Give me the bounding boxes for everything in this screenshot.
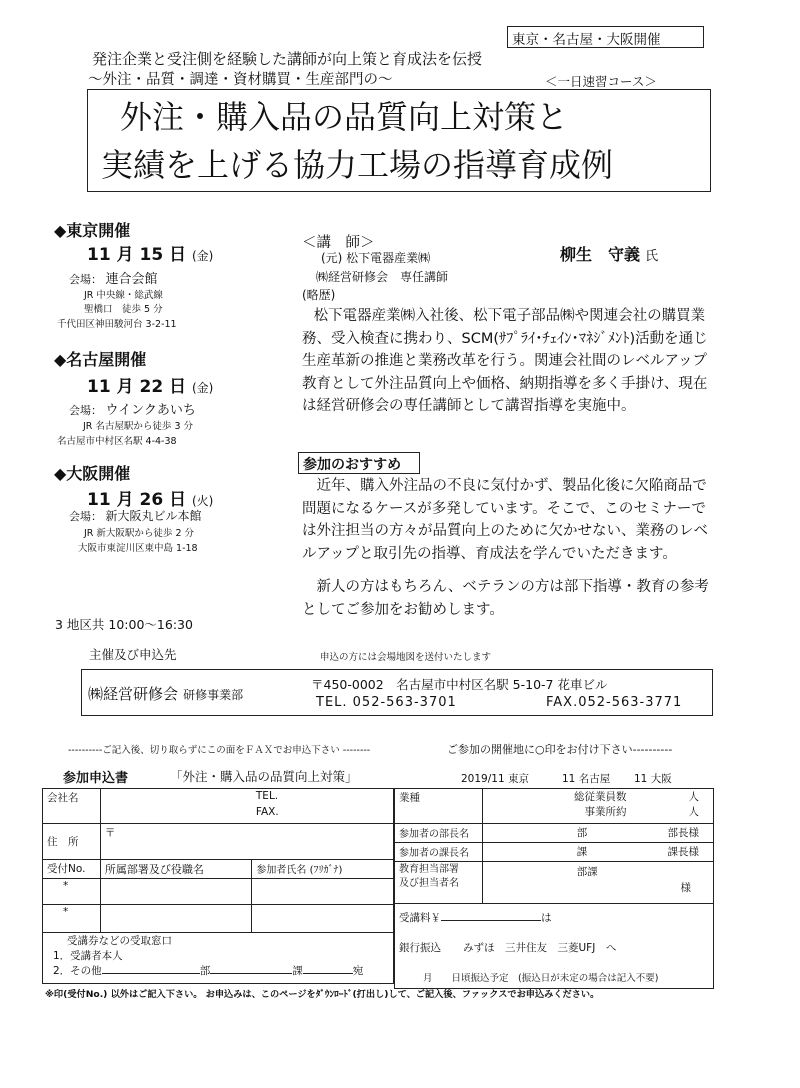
bank-label: 銀行振込 (399, 942, 441, 954)
education-field[interactable] (482, 862, 713, 904)
access-osaka: JR 新大阪駅から徒歩 2 分 (84, 528, 195, 539)
ticket-label: 受講券などの受取窓口 (67, 935, 172, 947)
recommend-label: 参加のおすすめ (303, 457, 402, 473)
form-heading: 参加申込書 (63, 771, 129, 786)
education-label-2: 及び担当者名 (399, 878, 459, 889)
form-footer-note: ※印(受付No.) 以外はご記入下さい。 お申込みは、このページをﾀﾞｳﾝﾛｰﾄﾞ(打出し)して、ご記入後、ファックスでお申込みください。 (45, 989, 600, 1000)
form-left-table (42, 788, 394, 984)
department-title-label: 所属部署及び役職名 (100, 860, 252, 879)
participant-row (43, 905, 394, 933)
address-osaka: 大阪市東淀川区東中島 1-18 (78, 543, 198, 554)
receipt-no-cell (43, 905, 101, 933)
organizer-address: 〒450-0002 名古屋市中村区名駅 5-10-7 花車ビル (311, 677, 608, 692)
venue-heading-osaka: ◆大阪開催 (54, 464, 131, 483)
option-tokyo[interactable]: 2019/11 東京 (461, 773, 529, 785)
venue-name: ウインクあいち (105, 403, 196, 418)
offices-label: 事業所約 (584, 806, 627, 818)
dept-unit: 部 (576, 827, 588, 839)
industry-label: 業種 (395, 789, 483, 824)
receipt-no-cell (43, 879, 101, 905)
recommend-para-1: 近年、購入外注品の不良に気付かず、製品化後に欠陥商品で問題になるケースが多発しています。そこで、このセミナーでは外注担当の方々が品質向上のために欠かせない、業務のレベルアップと取引先の指導、育成法を学んでいただきます。 (302, 478, 708, 562)
dept-head-label: 参加者の部長名 (395, 824, 483, 843)
option-nagoya[interactable]: 11 名古屋 (562, 773, 611, 785)
date-tokyo (87, 240, 213, 265)
fax-label: FAX. (255, 806, 279, 818)
ticket-dept-field[interactable] (102, 973, 200, 974)
star-mark: * (63, 906, 69, 918)
ticket-cell (43, 933, 394, 984)
dow-nagoya: (金) (192, 381, 214, 395)
venue-label: 会場： (69, 510, 102, 523)
person-unit: 人 (688, 806, 699, 818)
date-osaka-text: 11 月 26 日 (87, 490, 187, 510)
fee-label: 受講料￥ (399, 912, 441, 924)
address-field[interactable] (100, 824, 393, 860)
time-note: 3 地区共 10:00～16:30 (55, 617, 193, 632)
map-note: 申込の方には会場地図を送付いたします (320, 652, 492, 663)
section-head-row (395, 843, 714, 862)
lecturer-affil-2: ㈱経営研修会 専任講師 (316, 270, 449, 284)
address-row (43, 824, 394, 860)
venue-heading-nagoya: ◆名古屋開催 (54, 350, 147, 369)
star-mark: * (63, 880, 69, 892)
section-head-suffix: 課長様 (667, 846, 699, 858)
ticket-bu: 部 (199, 965, 211, 977)
department-field[interactable] (100, 905, 252, 933)
access-tokyo-2: 聖橋口 徒歩 5 分 (84, 304, 163, 315)
company-field[interactable] (100, 789, 393, 824)
venue-name: 連合会館 (105, 272, 158, 287)
postal-mark: 〒 (104, 827, 116, 839)
participants-header-row (43, 860, 394, 879)
company-label: 会社名 (43, 789, 101, 824)
payment-cell (395, 904, 714, 989)
payment-row (395, 904, 714, 989)
lecturer-name (560, 242, 658, 265)
venue-nagoya (69, 399, 196, 418)
date-nagoya (87, 372, 213, 397)
transfer-note[interactable]: 月 日頃振込予定 (振込日が未定の場合は記入不要) (423, 973, 659, 984)
industry-row (395, 789, 714, 824)
ticket-section-field[interactable] (210, 973, 292, 974)
fee-line (399, 910, 552, 925)
course-type: ＜一日速習コース＞ (545, 74, 657, 89)
education-label (395, 862, 483, 904)
title-line-1: 外注・購入品の品質向上対策と (120, 98, 569, 136)
organizer-name-text: ㈱経営研修会 (88, 685, 179, 703)
lecturer-affil-1: (元) 松下電器産業㈱ (321, 251, 431, 265)
organizer-name (88, 683, 243, 704)
participant-row (43, 879, 394, 905)
fee-suffix: は (541, 912, 552, 924)
form-right-table (394, 788, 714, 989)
recommend-para-2: 新人の方はもちろん、ベテランの方は部下指導・教育の参考としてご参加をお勧めします。 (302, 579, 709, 618)
ticket-ate: 宛 (352, 965, 364, 977)
venue-osaka (69, 507, 202, 524)
employees-line (487, 790, 699, 805)
ticket-ka: 課 (292, 965, 303, 977)
circle-note: ご参加の開催地に○印をお付け下さい---------- (447, 743, 673, 756)
access-tokyo-1: JR 中央線・総武線 (84, 290, 163, 301)
organizer-label: 主催及び申込先 (89, 647, 177, 662)
dept-head-row (395, 824, 714, 843)
form-course: 「外注・購入品の品質向上対策」 (170, 769, 358, 784)
fee-field[interactable] (441, 920, 541, 921)
venue-label: 会場： (69, 273, 102, 286)
ticket-option-2[interactable] (53, 964, 389, 979)
participant-name-field[interactable] (252, 905, 394, 933)
venue-name: 新大阪丸ビル本館 (105, 509, 202, 523)
employees-label: 総従業員数 (574, 791, 627, 803)
lead-line-2: ～外注・品質・調達・資材購買・生産部門の～ (88, 72, 393, 88)
organizer-dept: 研修事業部 (183, 688, 244, 702)
section-head-label: 参加者の課長名 (395, 843, 483, 862)
company-row (43, 789, 394, 824)
bio-label: (略歴) (302, 288, 336, 302)
person-unit: 人 (688, 791, 699, 803)
date-tokyo-text: 11 月 15 日 (87, 245, 187, 265)
lead-line-1: 発注企業と受注側を経験した講師が向上策と育成法を伝授 (92, 50, 483, 68)
dept-head-field[interactable] (482, 824, 713, 843)
bank-line (399, 940, 616, 955)
venue-label: 会場： (69, 404, 102, 417)
section-head-field[interactable] (482, 843, 713, 862)
participant-name-label: 参加者氏名 (ﾌﾘｶﾞﾅ) (252, 860, 394, 879)
dept-head-suffix: 部長様 (667, 827, 699, 839)
organizer-tel: TEL. 052-563-3701 (316, 695, 457, 710)
sama-label: 様 (680, 882, 691, 894)
venue-tokyo (69, 268, 158, 287)
lecturer-bio: 松下電器産業㈱入社後、松下電子部品㈱や関連会社の購買業務、受入検査に携わり、SCM(ｻﾌﾟﾗｲ･ﾁｪｲﾝ･ﾏﾈｼﾞﾒﾝﾄ)活動を通じ生産革新の推進と業務改革を行う。関連会社間のレベルアップ教育として外注品質向上や価格、納期指導を多く手掛け、現在は経営研修会の専任講師として講習指導を実施中。 (302, 308, 708, 414)
receipt-no-label: 受付No. (43, 860, 101, 879)
education-row (395, 862, 714, 904)
option-osaka[interactable]: 11 大阪 (634, 773, 672, 785)
address-label: 住 所 (43, 824, 101, 860)
ticket-row (43, 933, 394, 984)
ticket-other-label: 2．その他 (53, 965, 102, 977)
cut-note: ----------ご記入後、切り取らずにこの面をＦＡＸでお申込下さい -------- (68, 745, 371, 756)
offices-line (487, 805, 699, 820)
department-field[interactable] (100, 879, 252, 905)
ticket-recipient-field[interactable] (303, 973, 353, 974)
address-nagoya: 名古屋市中村区名駅 4-4-38 (57, 436, 177, 447)
education-label-1: 教育担当部署 (399, 864, 459, 875)
lecturer-name-text: 柳生 守義 (560, 245, 641, 264)
organizer-fax: FAX.052-563-3771 (546, 695, 683, 710)
tel-label: TEL. (255, 790, 279, 802)
dow-tokyo: (金) (192, 249, 214, 263)
access-nagoya: JR 名古屋駅から徒歩 3 分 (83, 421, 194, 432)
regions-badge-text: 東京・名古屋・大阪開催 (512, 32, 661, 48)
industry-field[interactable] (482, 789, 713, 824)
venue-heading-tokyo: ◆東京開催 (54, 221, 131, 240)
address-tokyo: 千代田区神田駿河台 3-2-11 (57, 319, 177, 330)
honorific: 氏 (645, 249, 659, 264)
ticket-option-1[interactable]: 1．受講者本人 (53, 950, 123, 962)
participant-name-field[interactable] (252, 879, 394, 905)
title-line-2: 実績を上げる協力工場の指導育成例 (101, 146, 614, 184)
bank-options[interactable]: みずほ 三井住友 三菱UFJ へ (463, 942, 617, 954)
dow-osaka: (火) (192, 494, 214, 508)
edu-dept-unit: 部課 (576, 866, 598, 878)
section-unit: 課 (576, 846, 588, 858)
date-nagoya-text: 11 月 22 日 (87, 377, 187, 397)
lecturer-label: ＜講 師＞ (302, 235, 375, 251)
